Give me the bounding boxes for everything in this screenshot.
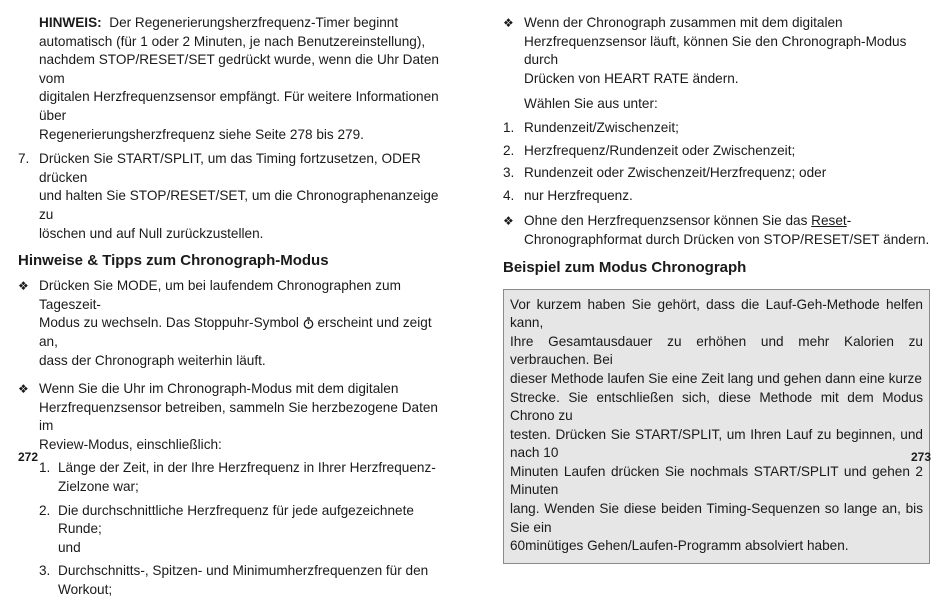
step-7 — [18, 150, 448, 243]
example-line: dieser Methode laufen Sie eine Zeit lang und gehen dann eine kurze — [510, 370, 922, 386]
bullet-line: Ohne den Herzfrequenzsensor können Sie das — [524, 213, 808, 229]
example-line: Minuten Laufen drücken Sie nochmals START/SPLIT und gehen 2 Minuten — [510, 463, 923, 498]
step-line: löschen und auf Null zurückzustellen. — [39, 225, 264, 241]
example-line: Ihre Gesamtausdauer zu erhöhen und mehr Kalorien zu verbrauchen. Bei — [510, 333, 923, 368]
bullet-line: dass der Chronograph weiterhin läuft. — [39, 352, 266, 368]
page-number-right: 273 — [911, 450, 932, 464]
note-label: HINWEIS: — [39, 15, 102, 30]
bullet-line-suffix: - — [846, 213, 852, 229]
list-number: 3. — [39, 563, 51, 579]
bullet-line: Drücken von HEART RATE ändern. — [524, 70, 739, 86]
bullet-line: Chronographformat durch Drücken von STOP/RESET/SET ändern. — [524, 231, 930, 247]
list-item — [18, 562, 448, 599]
bullet-item — [18, 380, 448, 454]
underlined-word: Reset — [811, 213, 847, 229]
note-line: Regenerierungsherzfrequenz siehe Seite 278 bis 279. — [39, 126, 364, 142]
list-item — [18, 502, 448, 558]
note-line: automatisch (für 1 oder 2 Minuten, je nach Benutzereinstellung), — [39, 33, 426, 49]
step-number: 7. — [18, 151, 30, 167]
diamond-bullet-icon: ❖ — [18, 279, 29, 294]
bullet-item — [503, 14, 930, 88]
list-number: 2. — [39, 502, 51, 518]
bullet-line: Drücken Sie MODE, um bei laufendem Chronographen zum Tageszeit- — [39, 278, 401, 312]
diamond-bullet-icon: ❖ — [18, 382, 29, 397]
list-item — [18, 459, 448, 496]
option-text: Rundenzeit oder Zwischenzeit/Herzfrequenz; oder — [524, 165, 827, 181]
example-line: Vor kurzem haben Sie gehört, dass die Lauf-Geh-Methode helfen kann, — [510, 296, 923, 331]
option-item — [503, 164, 930, 183]
bullet-line: Herzfrequenzsensor läuft, können Sie den Chronograph-Modus durch — [524, 33, 907, 68]
example-line: lang. Wenden Sie diese beiden Timing-Sequenzen so lange an, bis Sie ein — [510, 501, 923, 535]
option-text: Herzfrequenz/Rundenzeit oder Zwischenzeit; — [524, 142, 796, 158]
example-line: testen. Drücken Sie START/SPLIT, um Ihren Lauf zu beginnen, und nach 10 — [510, 426, 923, 461]
bullet-line: Wenn Sie die Uhr im Chronograph-Modus mit dem digitalen — [39, 381, 399, 397]
option-item — [503, 187, 930, 206]
right-page — [503, 14, 930, 564]
option-text: Rundenzeit/Zwischenzeit; — [524, 119, 679, 135]
section-heading: Hinweise & Tipps zum Chronograph-Modus — [18, 252, 329, 270]
list-number: 1. — [39, 460, 51, 476]
example-box — [503, 289, 930, 564]
list-line: Die durchschnittliche Herzfrequenz für jede aufgezeichnete Runde; — [58, 502, 414, 537]
list-line: und — [58, 539, 81, 555]
list-line: Länge der Zeit, in der Ihre Herzfrequenz in Ihrer Herzfrequenz- — [58, 460, 436, 476]
option-number: 1. — [503, 119, 515, 135]
page-number-left: 272 — [18, 450, 39, 464]
note-line: nachdem STOP/RESET/SET gedrückt wurde, wenn die Uhr Daten vom — [39, 52, 439, 86]
choose-text: Wählen Sie aus unter: — [524, 96, 658, 112]
bullet-item — [18, 277, 448, 370]
option-number: 3. — [503, 165, 515, 181]
bullet-line: Modus zu wechseln. Das Stoppuhr-Symbol — [39, 315, 299, 331]
list-line: Workout; — [58, 582, 113, 598]
bullet-line: Wenn der Chronograph zusammen mit dem digitalen — [524, 15, 843, 30]
bullet-line: Review-Modus, einschließlich: — [39, 436, 222, 452]
example-line: Strecke. Sie entschließen sich, diese Methode mit dem Modus Chrono zu — [510, 389, 923, 424]
option-number: 2. — [503, 142, 515, 158]
left-page — [18, 14, 448, 600]
note-line: Der Regenerierungsherzfrequenz-Timer beginnt — [109, 15, 399, 30]
note-paragraph — [18, 14, 448, 144]
section-heading: Beispiel zum Modus Chronograph — [503, 258, 747, 276]
note-line: digitalen Herzfrequenzsensor empfängt. Für weitere Informationen über — [39, 89, 439, 123]
list-line: Durchschnitts-, Spitzen- und Minimumherzfrequenzen für den — [58, 563, 429, 579]
option-item — [503, 119, 930, 138]
bullet-item — [503, 212, 930, 249]
option-item — [503, 142, 930, 161]
diamond-bullet-icon: ❖ — [503, 16, 514, 30]
option-number: 4. — [503, 187, 515, 203]
step-line: Drücken Sie START/SPLIT, um das Timing fortzusetzen, ODER drücken — [39, 151, 421, 185]
diamond-bullet-icon: ❖ — [503, 214, 514, 229]
bullet-line: erscheint und zeigt an, — [39, 315, 432, 349]
step-line: und halten Sie STOP/RESET/SET, um die Chronographenanzeige zu — [39, 188, 439, 222]
bullet-line: Herzfrequenzsensor betreiben, sammeln Sie herzbezogene Daten im — [39, 399, 438, 434]
stopwatch-icon — [303, 317, 314, 329]
option-text: nur Herzfrequenz. — [524, 187, 633, 203]
example-line: 60minütiges Gehen/Laufen-Programm absolviert haben. — [510, 538, 849, 554]
list-line: Zielzone war; — [58, 479, 139, 495]
